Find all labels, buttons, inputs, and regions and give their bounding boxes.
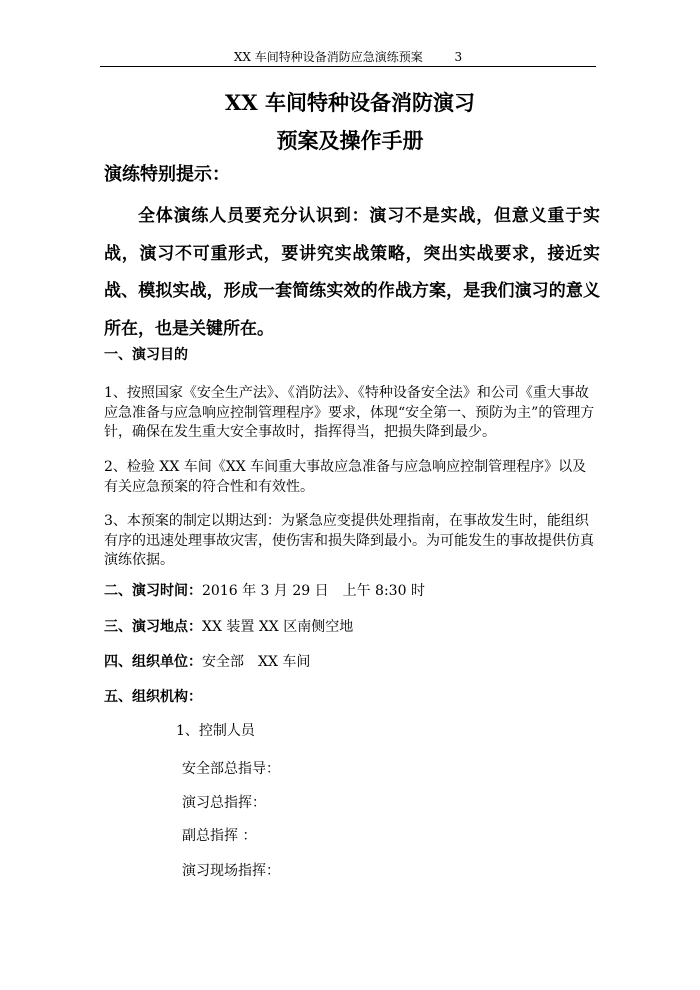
section-4-value: 安全部 XX 车间 (202, 654, 311, 670)
section-1-item-3 (104, 512, 600, 571)
section-1-item-1 (104, 384, 600, 443)
section-1-label: 一、演习目的 (104, 347, 188, 363)
section-3 (104, 618, 353, 636)
section-2-label: 二、演习时间： (104, 583, 202, 599)
item-text: 1、按照国家《安全生产法》、《消防法》、《特种设备安全法》和公司《重大事故应急准备与应急响应控制管理程序》要求，体现“安全第一、预防为主”的管理方针，确保在发生重大安全事故时，指挥得当，把损失降到最少。 (104, 385, 595, 440)
role-deputy-commander: 副总指挥 ： (182, 828, 257, 844)
role-chief-commander: 演习总指挥： (182, 795, 266, 811)
section-2-value: 2016 年 3 月 29 日 上午 8:30 时 (202, 583, 425, 599)
section-5-subheading: 1、控制人员 (176, 723, 255, 739)
notice-body (104, 198, 600, 348)
section-3-value: XX 装置 XX 区南侧空地 (202, 619, 354, 635)
section-4-label: 四、组织单位： (104, 654, 202, 670)
notice-heading: 演练特别提示： (104, 164, 230, 185)
notice-paragraph: 全体演练人员要充分认识到：演习不是实战，但意义重于实战，演习不可重形式，要讲究实战策略，突出实战要求，接近实战、模拟实战，形成一套简练实效的作战方案，是我们演习的意义所在，也是关键所在。 (104, 206, 600, 339)
running-title: XX 车间特种设备消防应急演练预案 (233, 50, 423, 64)
running-header (100, 50, 596, 64)
item-text: 3、本预案的制定以期达到：为紧急应变提供处理指南，在事故发生时，能组织有序的迅速处理事故灾害，使伤害和损失降到最小。为可能发生的事故提供仿真演练依据。 (104, 513, 594, 568)
section-3-label: 三、演习地点： (104, 619, 202, 635)
page-number: 3 (454, 50, 463, 64)
document-title-line2: 预案及操作手册 (276, 128, 424, 153)
section-5 (104, 688, 202, 706)
section-2 (104, 582, 425, 600)
section-1-item-2 (104, 458, 600, 497)
document-title-line1: XX 车间特种设备消防演习 (225, 90, 475, 115)
section-1-heading (104, 346, 188, 364)
section-4 (104, 653, 310, 671)
header-rule (100, 66, 596, 67)
item-text: 2、检验 XX 车间《XX 车间重大事故应急准备与应急响应控制管理程序》以及有关应急预案的符合性和有效性。 (104, 459, 587, 495)
role-safety-director: 安全部总指导： (182, 761, 280, 777)
section-5-label: 五、组织机构： (104, 689, 202, 705)
role-site-commander: 演习现场指挥： (182, 863, 280, 879)
